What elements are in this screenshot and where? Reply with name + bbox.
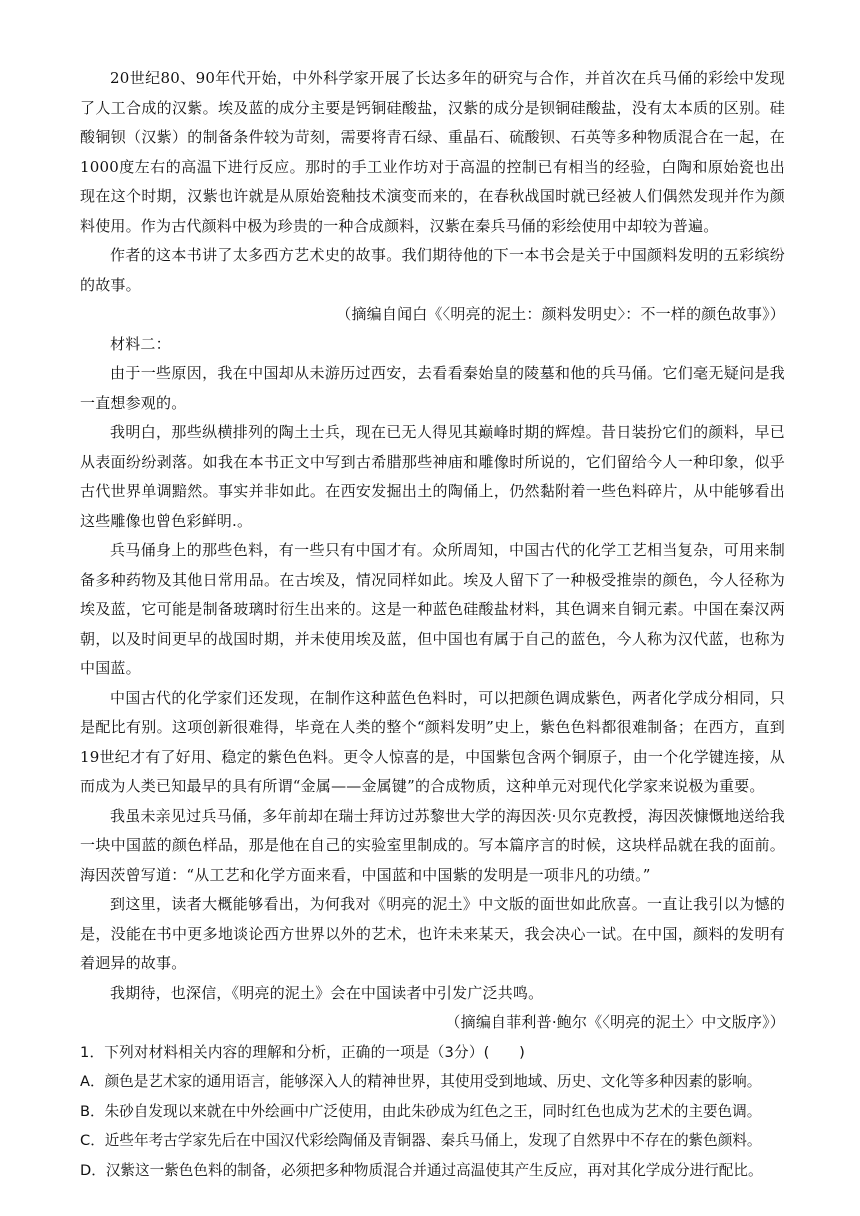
material2-paragraph-1: 由于一些原因，我在中国却从未游历过西安，去看看秦始皇的陵墓和他的兵马俑。它们毫无疑问是我一直想参观的。 [80, 364, 785, 412]
material2-paragraph-6: 到这里，读者大概能够看出，为何我对《明亮的泥土》中文版的面世如此欣喜。一直让我引以为憾的是，没能在书中更多地谈论西方世界以外的艺术，也许未来某天，我会决心一试。在中国，颜料的发明有着迥异的故事。 [80, 895, 785, 972]
material2-paragraph-7: 我期待，也深信，《明亮的泥土》会在中国读者中引发广泛共鸣。 [110, 983, 544, 1002]
document-page [80, 64, 785, 1185]
material1-paragraph-author: 作者的这本书讲了太多西方艺术史的故事。我们期待他的下一本书会是关于中国颜料发明的五彩缤纷的故事。 [80, 246, 785, 294]
question-1-option-a: A．颜色是艺术家的通用语言，能够深入人的精神世界，其使用受到地域、历史、文化等多种因素的影响。 [80, 1073, 762, 1090]
question-1-stem: 1．下列对材料相关内容的理解和分析，正确的一项是（3分）( ) [80, 1043, 525, 1061]
material2-paragraph-5: 我虽未亲见过兵马俑，多年前却在瑞士拜访过苏黎世大学的海因茨·贝尔克教授，海因茨慷慨地送给我一块中国蓝的颜色样品，那是他在自己的实验室里制成的。写本篇序言的时候，这块样品就在我的面前。海因茨曾写道：“从工艺和化学方面来看，中国蓝和中国紫的发明是一项非凡的功绩。” [80, 806, 785, 884]
material2-source: （摘编自菲利普·鲍尔《〈明亮的泥土〉中文版序》） [445, 1013, 785, 1031]
material1-source: （摘编自闻白《〈明亮的泥土：颜料发明史〉：不一样的颜色故事》） [336, 305, 785, 323]
question-1-option-b: B．朱砂自发现以来就在中外绘画中广泛使用，由此朱砂成为红色之王，同时红色也成为艺术的主要色调。 [80, 1102, 762, 1120]
material2-paragraph-2: 我明白，那些纵横排列的陶土士兵，现在已无人得见其巅峰时期的辉煌。昔日装扮它们的颜料，早已从表面纷纷剥落。如我在本书正文中写到古希腊那些神庙和雕像时所说的，它们留给今人一种印象，似乎古代世界单调黯然。事实并非如此。在西安发掘出土的陶俑上，仍然黏附着一些色料碎片，从中能够看出这些雕像也曾色彩鲜明.。 [80, 423, 785, 530]
question-1-option-d: D．汉紫这一紫色色料的制备，必须把多种物质混合并通过高温使其产生反应，再对其化学成分进行配比。 [80, 1161, 763, 1179]
material2-label: 材料二： [110, 334, 171, 353]
material2-paragraph-3: 兵马俑身上的那些色料，有一些只有中国才有。众所周知，中国古代的化学工艺相当复杂，可用来制备多种药物及其他日常用品。在古埃及，情况同样如此。埃及人留下了一种极受推崇的颜色，今人径称为埃及蓝，它可能是制备玻璃时衍生出来的。这是一种蓝色硅酸盐材料，其色调来自铜元素。中国在秦汉两朝，以及时间更早的战国时期，并未使用埃及蓝，但中国也有属于自己的蓝色，今人称为汉代蓝，也称为中国蓝。 [80, 541, 785, 677]
question-1-option-c: C．近些年考古学家先后在中国汉代彩绘陶俑及青铜器、秦兵马俑上，发现了自然界中不存在的紫色颜料。 [80, 1132, 762, 1149]
material1-paragraph-han-purple: 20世纪80、90年代开始，中外科学家开展了长达多年的研究与合作，并首次在兵马俑的彩绘中发现了人工合成的汉紫。埃及蓝的成分主要是钙铜硅酸盐，汉紫的成分是钡铜硅酸盐，没有太本质的区别。硅酸铜钡（汉紫）的制备条件较为苛刻，需要将青石绿、重晶石、硫酸钡、石英等多种物质混合在一起，在1000度左右的高温下进行反应。那时的手工业作坊对于高温的控制已有相当的经验，白陶和原始瓷也出现在这个时期，汉紫也许就是从原始瓷釉技术演变而来的，在春秋战国时就已经被人们偶然发现并作为颜料使用。作为古代颜料中极为珍贵的一种合成颜料，汉紫在秦兵马俑的彩绘使用中却较为普遍。 [80, 69, 785, 235]
material2-paragraph-4: 中国古代的化学家们还发现，在制作这种蓝色色料时，可以把颜色调成紫色，两者化学成分相同，只是配比有别。这项创新很难得，毕竟在人类的整个“颜料发明”史上，紫色色料都很难制备；在西方，直到19世纪才有了好用、稳定的紫色色料。更令人惊喜的是，中国紫包含两个铜原子，由一个化学键连接，从而成为人类已知最早的具有所谓“金属——金属键”的合成物质，这种单元对现代化学家来说极为重要。 [80, 688, 785, 795]
